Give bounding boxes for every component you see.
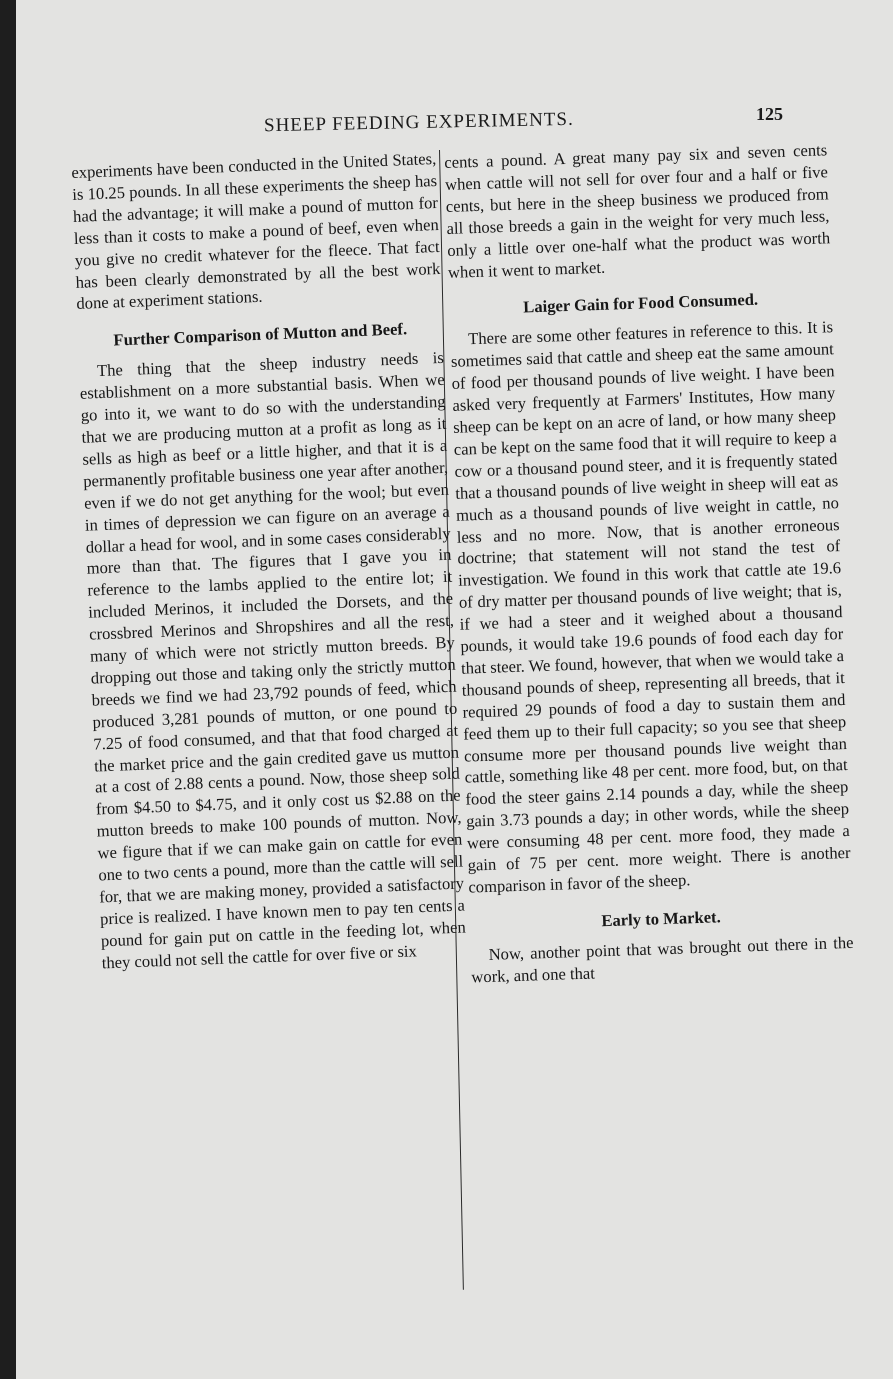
page-number: 125 xyxy=(756,104,783,124)
page-header xyxy=(16,104,893,144)
paragraph: There are some other features in reference to this. It is sometimes said that cattle and sheep eat the same amount of food per thousand pounds of live weight. I have been asked very frequently at Farmers' Institutes, How many sheep can be kept on an acre of land, or how many sheep can be kept on the same food that it will require to keep a cow or a thousand pound steer, and it is frequently stated that a thousand pounds of live weight in sheep will eat as much as a thousand pounds of live weight in cattle, no less and no more. Now, that is another erroneous doctrine; that statement will not stand the test of investigation. We found in this work that cattle ate 19.6 of dry matter per thousand pounds of live weight; that is, if we had a steer and it weighed about a thousand pounds, it would take 19.6 pounds of food each day for that steer. We found, however, that when we would take a thousand pounds of sheep, representing all breeds, that it required 29 pounds of food a day to sustain them and feed them up to their full capacity; so you see that sheep consume more per thousand pounds live weight than cattle, something like 48 per cent. more food, but, on that food the steer gains 2.14 pounds a day, while the sheep gain 3.73 pounds a day; in other words, while the sheep were consuming 48 per cent. more food, they made a gain of 75 per cent. more weight. There is another comparison in favor of the sheep. xyxy=(450,317,851,897)
left-column xyxy=(71,148,467,974)
paragraph: experiments have been conducted in the United States, is 10.25 pounds. In all these experiments the sheep has had the advantage; it will make a pound of mutton for less than it costs to make a pound of beef, even when you give no credit whatever for the fleece. That fact has been clearly demonstrated by all the best work done at experiment stations. xyxy=(71,148,441,314)
paragraph: cents a pound. A great many pay six and seven cents when cattle will not sell for over four and a half or five cents, but here in the sheep business we produced from all those breeds a gain in the weight for very much less, only a little over one-half what the product was worth when it went to market. xyxy=(444,140,831,282)
paragraph: Now, another point that was brought out there in the work, and one that xyxy=(471,932,854,987)
section-heading: Early to Market. xyxy=(601,907,721,931)
section-heading: Laiger Gain for Food Consumed. xyxy=(522,290,759,317)
right-column xyxy=(444,139,855,988)
running-head: SHEEP FEEDING EXPERIMENTS. xyxy=(263,108,574,137)
section-heading: Further Comparison of Mutton and Beef. xyxy=(113,319,408,350)
paragraph: The thing that the sheep industry needs is establishment on a more substantial basis. When we go into it, we want to do so with the understanding that we are producing mutton at a profit as long as it sells as high as beef or a little higher, and that it is a permanently profitable business one year after another, even if we do not get anything for the wool; but even in times of depression we can figure on an average a dollar a head for wool, and in some cases considerably more than that. The figures that I gave you in reference to the lambs applied to the entire lot; it included Merinos, it included the Dorsets, and the crossbred Merinos and Shropshires and all the rest, many of which were not strictly mutton breeds. By dropping out those and taking only the strictly mutton breeds we find we had 23,792 pounds of feed, which produced 3,281 pounds of mutton, or one pound to 7.25 of food consumed, and that that food charged at the market price and the gain credited gave us mutton at a cost of 2.88 cents a pound. Now, those sheep sold from $4.50 to $4.75, and it only cost us $2.88 on the mutton breeds to make 100 pounds of mutton. Now, we figure that if we can make gain on cattle for even one to two cents a pound, more than the cattle will sell for, that we are making money, provided a satisfactory price is realized. I have known men to pay ten cents a pound for gain put on cattle in the feeding lot, when they could not sell the cattle for over five or six xyxy=(79,348,467,973)
book-page xyxy=(16,0,893,1379)
